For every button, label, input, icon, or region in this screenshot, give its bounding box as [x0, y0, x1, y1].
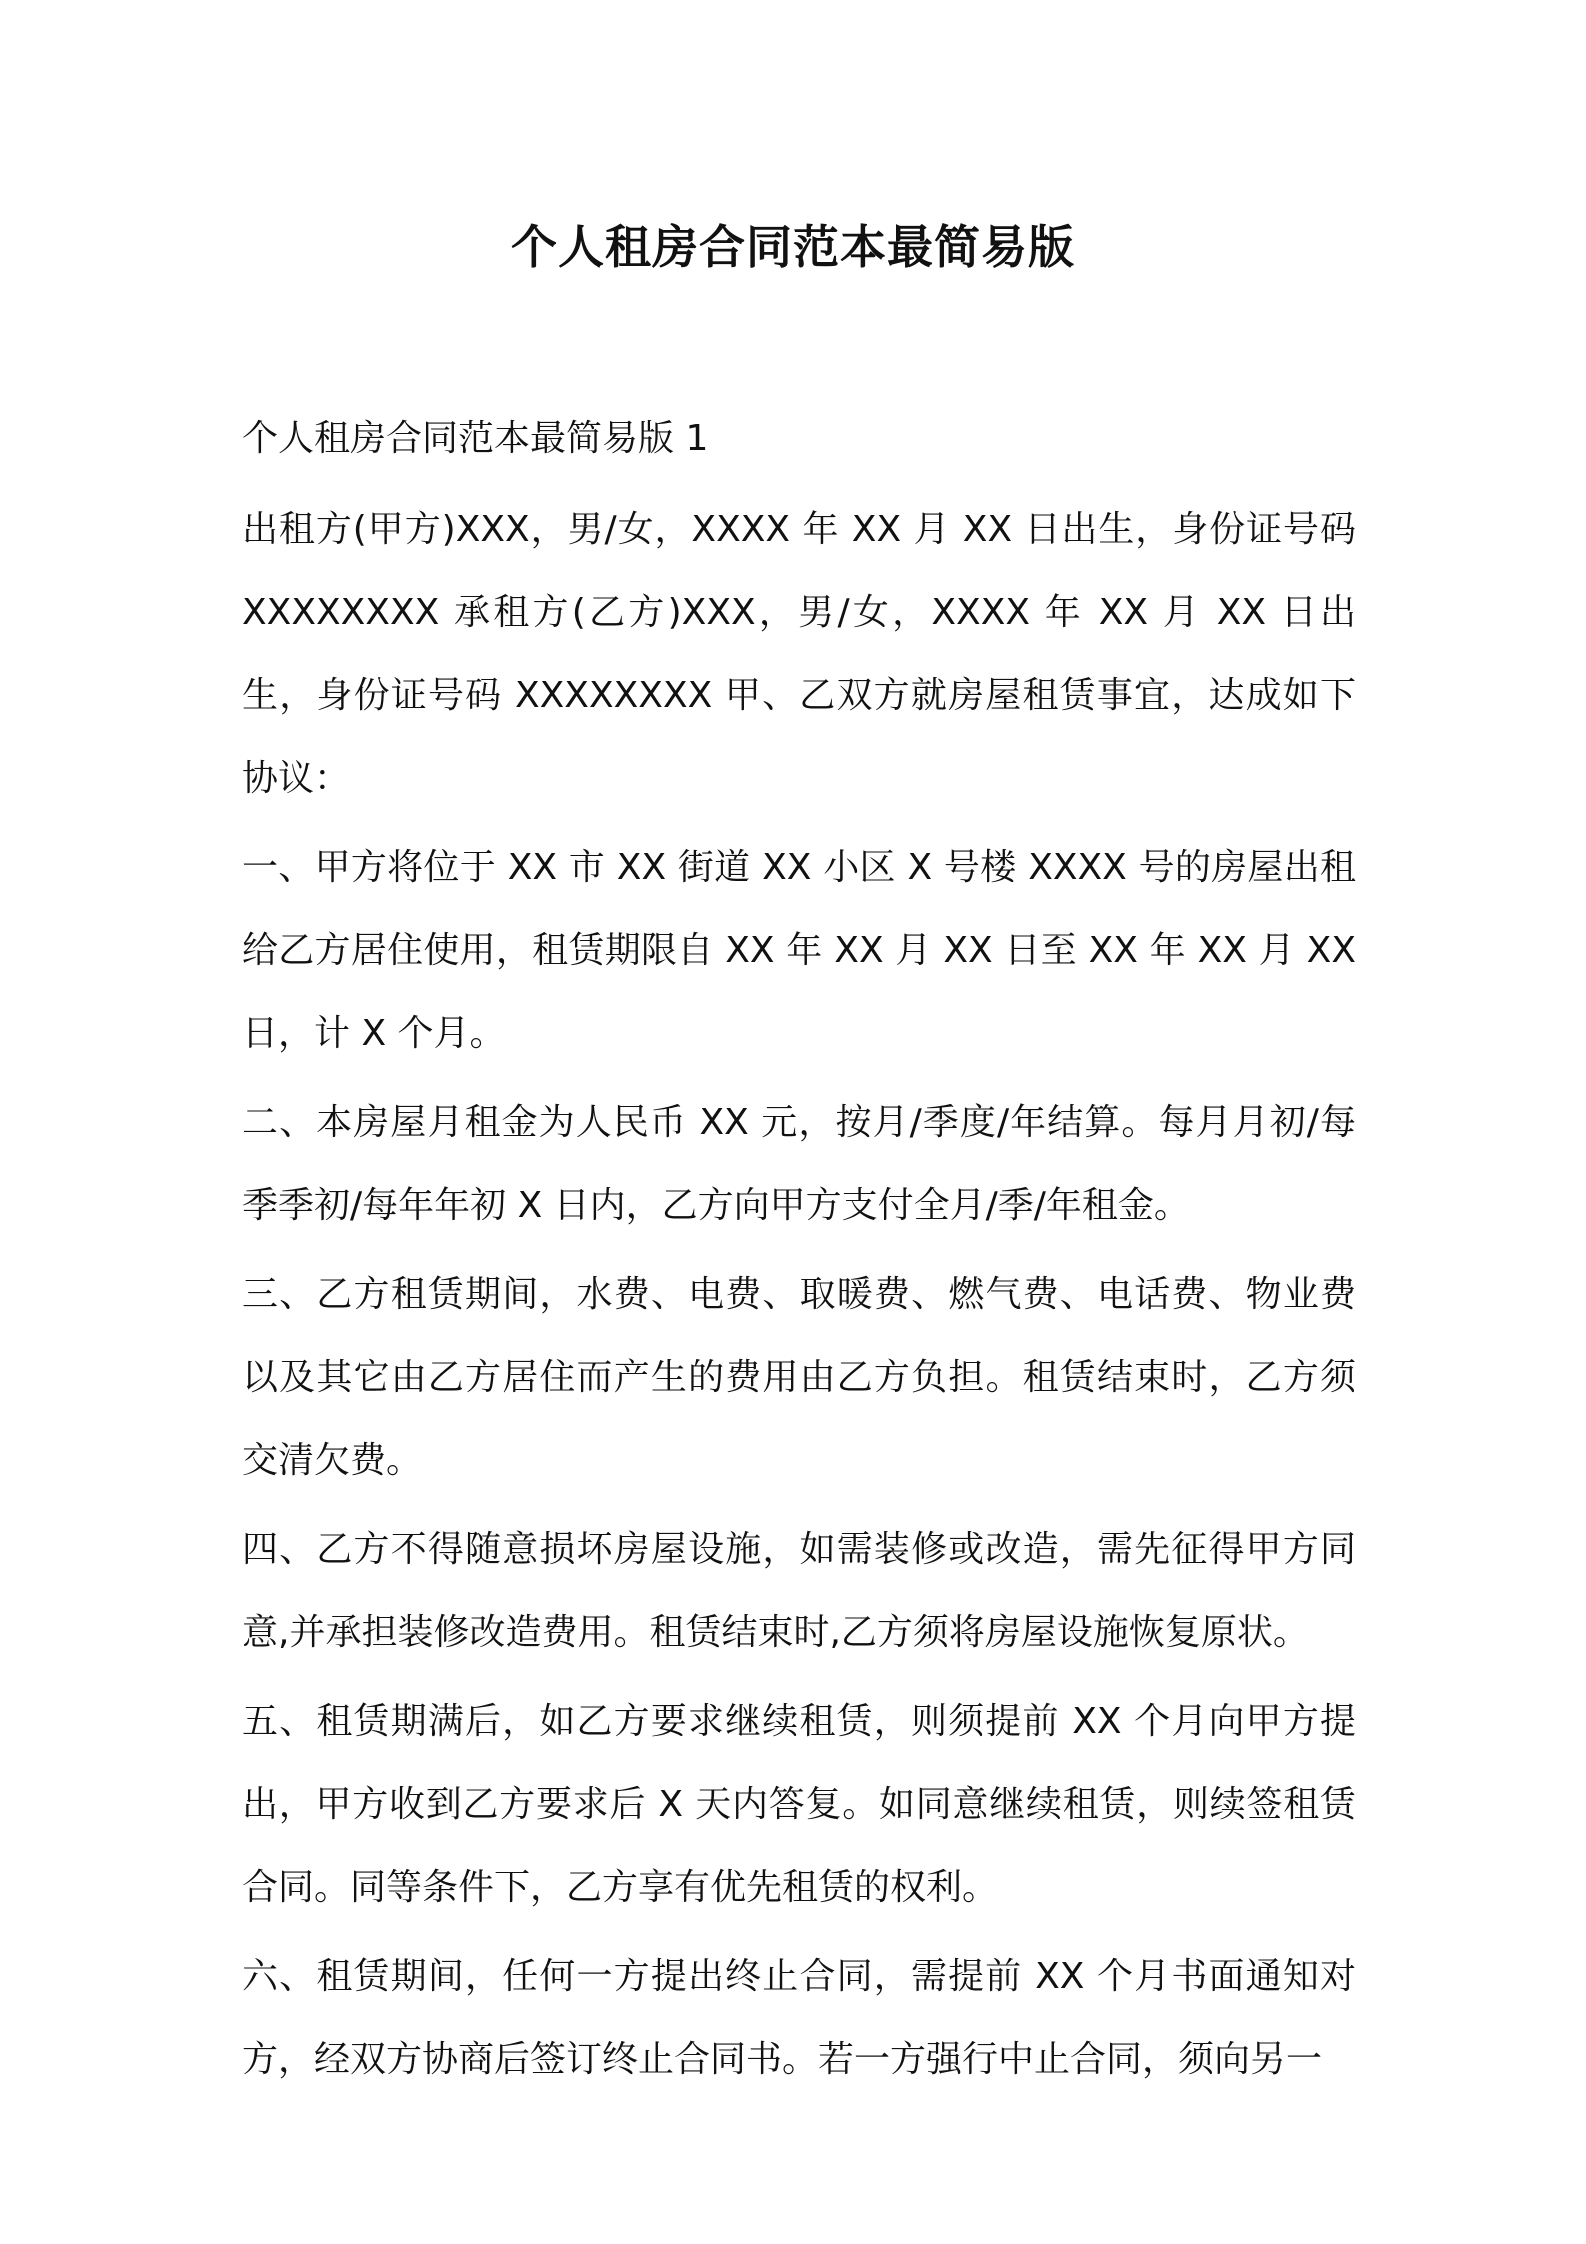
paragraph-clause-5: 五、租赁期满后，如乙方要求继续租赁，则须提前 XX 个月向甲方提出，甲方收到乙方要求后 X 天内答复。如同意继续租赁，则续签租赁合同。同等条件下，乙方享有优先租赁的权利。	[242, 1701, 1356, 1908]
document-title: 个人租房合同范本最简易版	[511, 220, 1075, 274]
paragraph-clause-6: 六、租赁期间，任何一方提出终止合同，需提前 XX 个月书面通知对方，经双方协商后签订终止合同书。若一方强行中止合同，须向另一	[242, 1956, 1356, 2080]
paragraph-parties: 出租方(甲方)XXX，男/女，XXXX 年 XX 月 XX 日出生，身份证号码 XXXXXXXX 承租方(乙方)XXX，男/女，XXXX 年 XX 月 XX 日出生，身份证号码 XXXXXXXX 甲、乙双方就房屋租赁事宜，达成如下协议：	[242, 509, 1356, 799]
section-subtitle: 个人租房合同范本最简易版 1	[242, 418, 709, 459]
paragraph-clause-1: 一、甲方将位于 XX 市 XX 街道 XX 小区 X 号楼 XXXX 号的房屋出租给乙方居住使用，租赁期限自 XX 年 XX 月 XX 日至 XX 年 XX 月 XX 日，计 X 个月。	[242, 847, 1356, 1054]
paragraph-clause-2: 二、本房屋月租金为人民币 XX 元，按月/季度/年结算。每月月初/每季季初/每年年初 X 日内，乙方向甲方支付全月/季/年租金。	[242, 1102, 1356, 1226]
document-body	[242, 404, 1356, 2107]
paragraph-clause-3: 三、乙方租赁期间，水费、电费、取暖费、燃气费、电话费、物业费以及其它由乙方居住而产生的费用由乙方负担。租赁结束时，乙方须交清欠费。	[242, 1274, 1356, 1481]
paragraph-clause-4: 四、乙方不得随意损坏房屋设施，如需装修或改造，需先征得甲方同意,并承担装修改造费用。租赁结束时,乙方须将房屋设施恢复原状。	[242, 1529, 1356, 1653]
